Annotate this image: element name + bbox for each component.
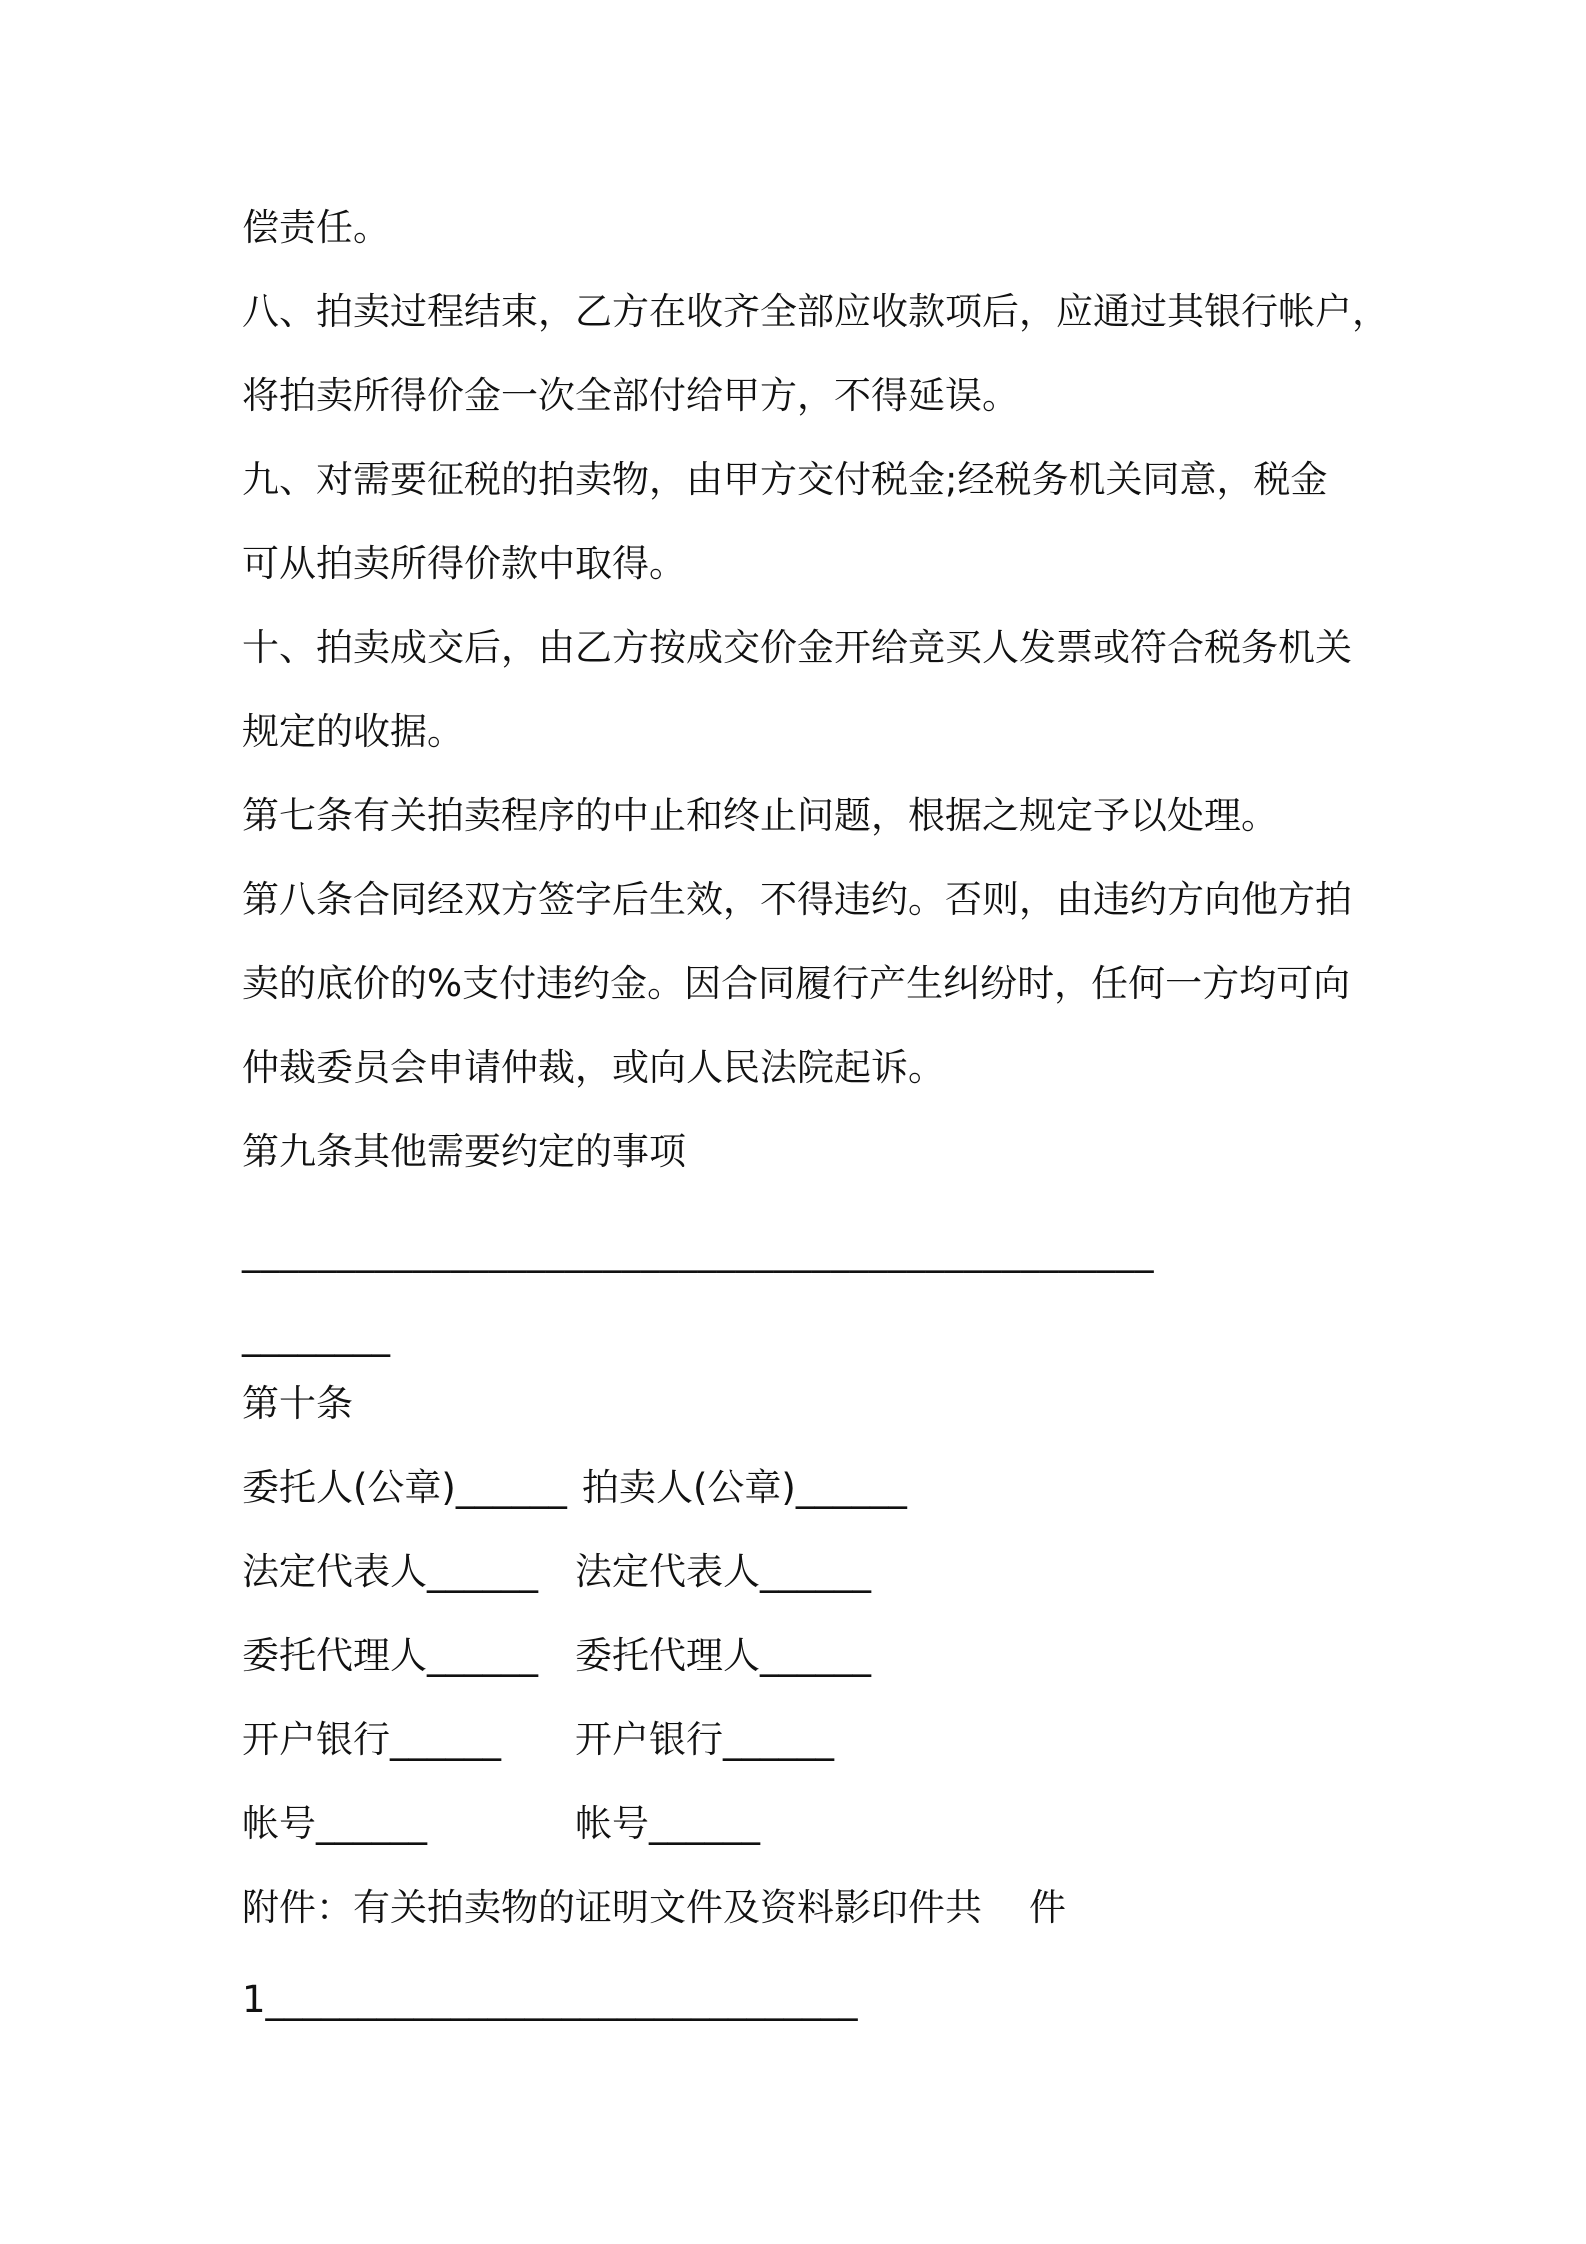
paragraph-line-3: 将拍卖所得价金一次全部付给甲方，不得延误。 <box>242 374 1019 417</box>
auctioneer-seal-field: 拍卖人(公章)______ <box>582 1466 907 1509</box>
auctioneer-agent-field: 委托代理人______ <box>575 1634 871 1677</box>
paragraph-line-1: 偿责任。 <box>242 206 390 249</box>
paragraph-line-2: 八、拍卖过程结束，乙方在收齐全部应收款项后，应通过其银行帐户， <box>242 290 1389 333</box>
article-9-heading: 第九条其他需要约定的事项 <box>242 1130 686 1173</box>
paragraph-line-6: 十、拍卖成交后，由乙方按成交价金开给竞买人发票或符合税务机关 <box>242 626 1352 669</box>
paragraph-line-4: 九、对需要征税的拍卖物，由甲方交付税金;经税务机关同意，税金 <box>242 458 1328 501</box>
signature-row-agent <box>242 1634 1342 1678</box>
signature-row-bank <box>242 1718 1342 1762</box>
auctioneer-legal-rep-field: 法定代表人______ <box>575 1550 871 1593</box>
principal-account-field: 帐号______ <box>242 1802 427 1845</box>
signature-row-seal <box>242 1466 1342 1510</box>
signature-row-account <box>242 1802 1342 1846</box>
auctioneer-bank-field: 开户银行______ <box>575 1718 834 1761</box>
paragraph-line-5: 可从拍卖所得价款中取得。 <box>242 542 686 585</box>
blank-fill-line-long: ________________________________________________ <box>242 1230 1154 1273</box>
blank-fill-line-short: ________ <box>242 1314 390 1357</box>
auctioneer-account-field: 帐号______ <box>575 1802 760 1845</box>
principal-bank-field: 开户银行______ <box>242 1718 501 1761</box>
article-8-line-1: 第八条合同经双方签字后生效，不得违约。否则，由违约方向他方拍 <box>242 878 1352 921</box>
article-8-line-3: 仲裁委员会申请仲裁，或向人民法院起诉。 <box>242 1046 945 1089</box>
principal-legal-rep-field: 法定代表人______ <box>242 1550 538 1593</box>
signature-row-legal-rep <box>242 1550 1342 1594</box>
attachment-item-1: 1________________________________ <box>242 1978 858 2021</box>
principal-seal-field: 委托人(公章)______ <box>242 1466 567 1509</box>
article-7-line: 第七条有关拍卖程序的中止和终止问题，根据之规定予以处理。 <box>242 794 1278 837</box>
article-8-line-2: 卖的底价的%支付违约金。因合同履行产生纠纷时，任何一方均可向 <box>242 962 1351 1005</box>
attachment-line: 附件：有关拍卖物的证明文件及资料影印件共 件 <box>242 1886 1067 1929</box>
paragraph-line-7: 规定的收据。 <box>242 710 464 753</box>
article-10-heading: 第十条 <box>242 1382 353 1425</box>
principal-agent-field: 委托代理人______ <box>242 1634 538 1677</box>
